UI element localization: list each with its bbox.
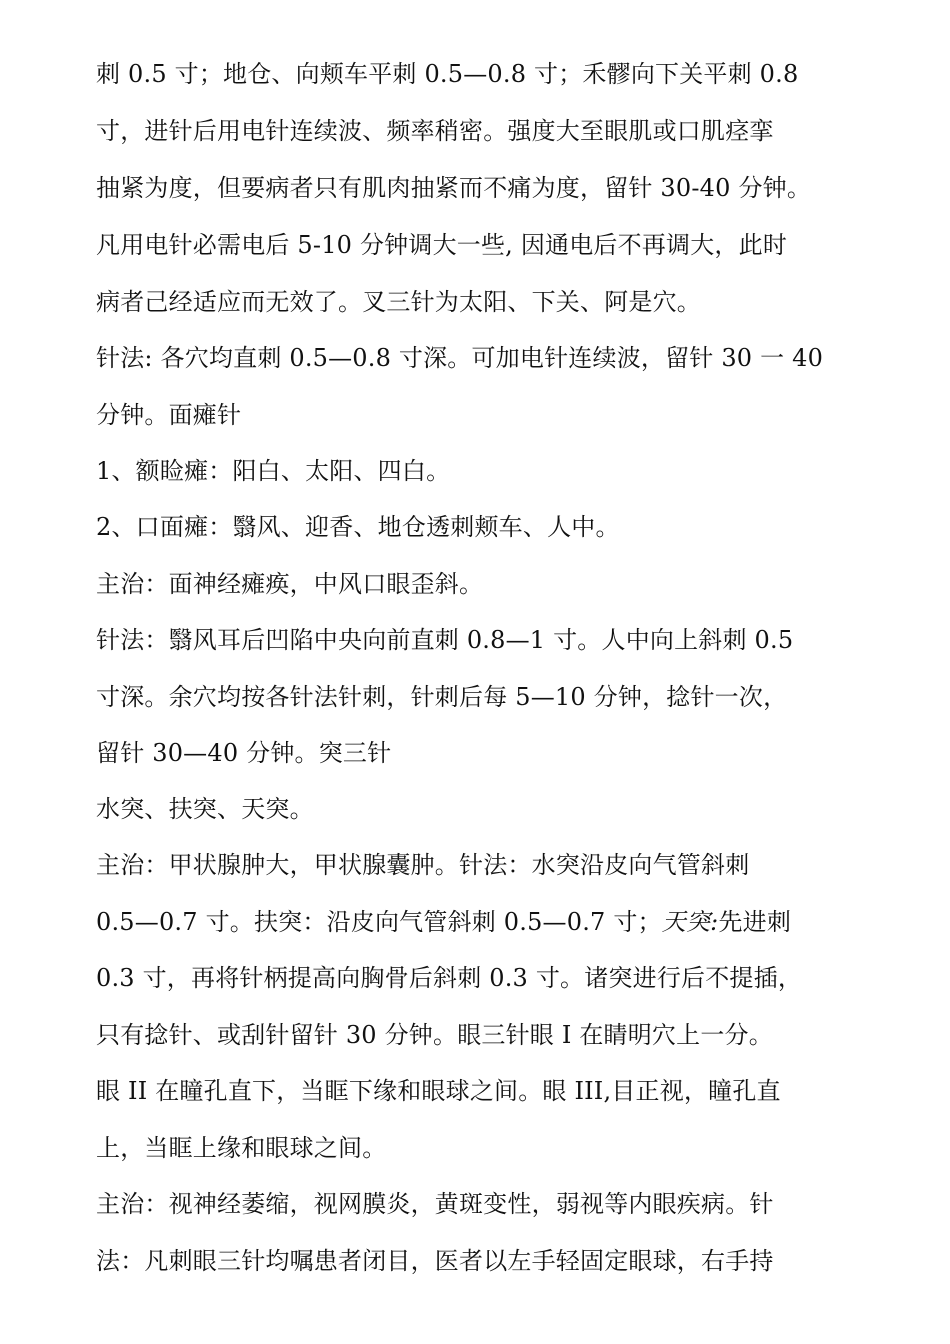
text-line: 分钟。面瘫针 [96, 401, 242, 429]
text-segment: 0.5—0.7 寸。扶突：沿皮向气管斜刺 0.5—0.7 寸； [96, 908, 662, 936]
text-line: 0.3 寸，再将针柄提高向胸骨后斜刺 0.3 寸。诸突进行后不提插， [96, 964, 803, 992]
text-line: 法：凡刺眼三针均嘱患者闭目，医者以左手轻固定眼球，右手持 [96, 1247, 774, 1275]
text-line: 主治：甲状腺肿大，甲状腺囊肿。针法：水突沿皮向气管斜刺 [96, 851, 750, 879]
text-line [96, 902, 896, 942]
text-segment: 先进刺 [718, 908, 792, 936]
text-line: 只有捻针、或刮针留针 30 分钟。眼三针眼 I 在睛明穴上一分。 [96, 1021, 773, 1049]
text-line: 针法：翳风耳后凹陷中央向前直刺 0.8—1 寸。人中向上斜刺 0.5 [96, 626, 794, 654]
text-line: 水突、扶突、天突。 [96, 795, 314, 823]
text-line: 抽紧为度，但要病者只有肌肉抽紧而不痛为度，留针 30-40 分钟。 [96, 174, 812, 202]
text-line: 凡用电针必需电后 5-10 分钟调大一些, 因通电后不再调大，此时 [96, 231, 788, 259]
text-line: 刺 0.5 寸；地仓、向颊车平刺 0.5—0.8 寸；禾髎向下关平刺 0.8 [96, 60, 799, 88]
italic-label: 天突: [661, 908, 719, 936]
text-line: 寸，进针后用电针连续波、频率稍密。强度大至眼肌或口肌痉挛 [96, 117, 774, 145]
text-line: 主治：面神经瘫痪，中风口眼歪斜。 [96, 570, 484, 598]
text-line: 主治：视神经萎缩，视网膜炎，黄斑变性，弱视等内眼疾病。针 [96, 1190, 774, 1218]
text-line: 病者己经适应而无效了。叉三针为太阳、下关、阿是穴。 [96, 288, 701, 316]
text-line: 留针 30—40 分钟。突三针 [96, 739, 392, 767]
text-line: 2、口面瘫：翳风、迎香、地仓透刺颊车、人中。 [96, 513, 620, 541]
text-line: 上，当眶上缘和眼球之间。 [96, 1134, 387, 1162]
text-line: 针法: 各穴均直刺 0.5—0.8 寸深。可加电针连续波，留针 30 一 40 [96, 344, 824, 372]
text-line: 眼 II 在瞳孔直下，当眶下缘和眼球之间。眼 III,目正视，瞳孔直 [96, 1077, 781, 1105]
text-line: 1、额睑瘫：阳白、太阳、四白。 [96, 457, 451, 485]
text-line: 寸深。余穴均按各针法针刺，针刺后每 5—10 分钟，捻针一次， [96, 683, 788, 711]
